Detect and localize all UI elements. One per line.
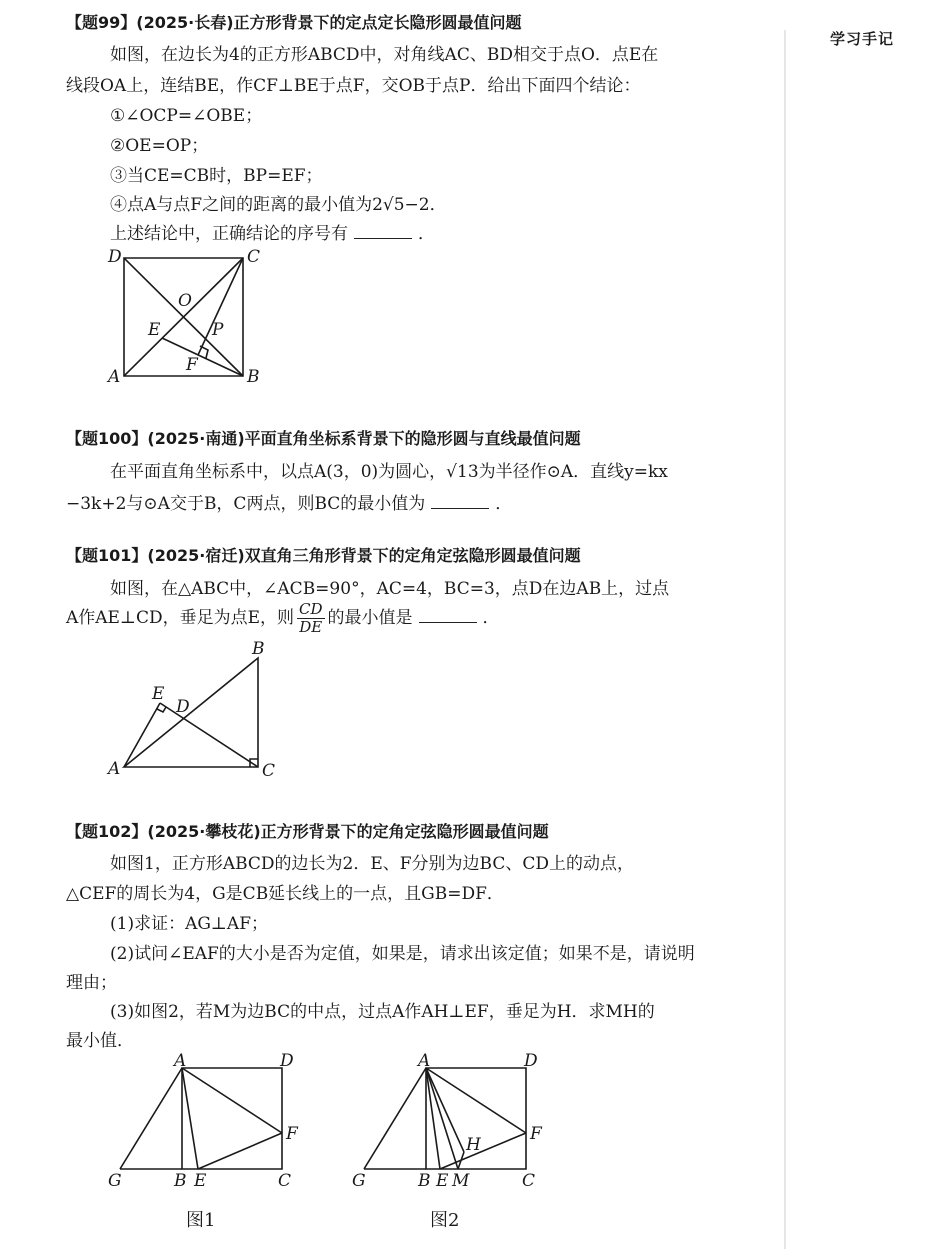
q99-label-a: A bbox=[108, 367, 121, 387]
q101-label-a: A bbox=[108, 759, 121, 779]
q102-part-2: (2)试问∠EAF的大小是否为定值，如果是，请求出该定值；如果不是，请说明 bbox=[110, 944, 695, 964]
fig2-segment-am bbox=[426, 1068, 458, 1169]
fig1-label-c: C bbox=[278, 1171, 292, 1191]
q101-line-1: 如图，在△ABC中，∠ACB=90°，AC=4，BC=3，点D在边AB上，过点 bbox=[110, 579, 670, 599]
fig1-caption: 图1 bbox=[186, 1210, 216, 1231]
fig1-segment-ae bbox=[182, 1068, 198, 1169]
q101-fraction-numerator: CD bbox=[299, 600, 323, 618]
q101-label-e: E bbox=[152, 684, 165, 704]
q99-label-e: E bbox=[148, 320, 161, 340]
fig1-label-f: F bbox=[286, 1124, 298, 1144]
q99-conclusion-4: ④点A与点F之间的距离的最小值为2√5−2． bbox=[110, 195, 447, 215]
q101-triangle-abc bbox=[124, 658, 258, 767]
fig2-segment-ag bbox=[364, 1068, 426, 1169]
fig2-label-h: H bbox=[466, 1135, 481, 1155]
q99-question-text: 上述结论中，正确结论的序号有 bbox=[110, 224, 348, 244]
q99-label-f: F bbox=[186, 355, 198, 375]
fig1-label-e: E bbox=[194, 1171, 207, 1191]
q99-label-o: O bbox=[178, 291, 192, 311]
q102-part-2-cont: 理由； bbox=[66, 973, 117, 993]
q99-conclusion-2: ②OE=OP； bbox=[110, 136, 209, 156]
q101-line-2-pre: A作AE⊥CD，垂足为点E，则 bbox=[66, 608, 294, 628]
fig2-label-g: G bbox=[352, 1171, 366, 1191]
q99-label-p: P bbox=[212, 320, 224, 340]
fig2-label-a: A bbox=[418, 1051, 431, 1071]
q99-line-2: 线段OA上，连结BE，作CF⊥BE于点F，交OB于点P．给出下面四个结论： bbox=[66, 76, 641, 96]
q102-line-2: △CEF的周长为4，G是CB延长线上的一点，且GB=DF． bbox=[66, 884, 504, 904]
q99-heading: 【题99】(2025·长春)正方形背景下的定点定长隐形圆最值问题 bbox=[66, 13, 522, 32]
q100-heading: 【题100】(2025·南通)平面直角坐标系背景下的隐形圆与直线最值问题 bbox=[66, 429, 581, 448]
q101-line-2 bbox=[66, 601, 500, 636]
q101-segment-ce bbox=[160, 703, 258, 767]
q99-label-b: B bbox=[247, 367, 260, 387]
q101-heading: 【题101】(2025·宿迁)双直角三角形背景下的定角定弦隐形圆最值问题 bbox=[66, 546, 581, 565]
fig2-label-e: E bbox=[436, 1171, 449, 1191]
fig1-label-b: B bbox=[174, 1171, 187, 1191]
q101-right-angle-e bbox=[157, 707, 166, 712]
q101-segment-ae bbox=[124, 703, 160, 767]
fig2-label-d: D bbox=[524, 1051, 538, 1071]
q100-line-1: 在平面直角坐标系中，以点A(3，0)为圆心，√13为半径作⊙A．直线y=kx bbox=[110, 462, 668, 482]
fig2-label-c: C bbox=[522, 1171, 536, 1191]
fig1-label-d: D bbox=[280, 1051, 294, 1071]
q101-line-2-end: ． bbox=[482, 608, 500, 628]
q101-answer-blank[interactable] bbox=[419, 610, 477, 623]
q101-line-2-post: 的最小值是 bbox=[327, 608, 413, 628]
side-note-title: 学习手记 bbox=[830, 30, 895, 48]
q99-line-1: 如图，在边长为4的正方形ABCD中，对角线AC、BD相交于点O．点E在 bbox=[110, 45, 659, 65]
q102-figure-1 bbox=[100, 1050, 320, 1240]
fig1-segment-ag bbox=[120, 1068, 182, 1169]
q101-fraction-denominator: DE bbox=[299, 618, 323, 636]
q99-label-d: D bbox=[108, 247, 122, 267]
q101-label-d: D bbox=[176, 697, 190, 717]
q99-conclusion-1: ①∠OCP=∠OBE； bbox=[110, 106, 263, 126]
q99-conclusion-3: ③当CE=CB时，BP=EF； bbox=[110, 166, 323, 186]
q101-figure bbox=[100, 640, 300, 785]
q101-label-b: B bbox=[252, 640, 265, 659]
q101-label-c: C bbox=[262, 761, 276, 781]
q100-line-2 bbox=[66, 489, 512, 514]
q99-segment-cf bbox=[198, 258, 243, 355]
fig1-label-a: A bbox=[174, 1051, 187, 1071]
fig1-segment-ef bbox=[198, 1133, 282, 1169]
q102-figure-2 bbox=[340, 1050, 570, 1240]
fig2-caption: 图2 bbox=[430, 1210, 460, 1231]
fig2-label-m: M bbox=[452, 1171, 470, 1191]
fig1-label-g: G bbox=[108, 1171, 122, 1191]
q99-answer-blank[interactable] bbox=[354, 226, 412, 239]
q102-heading: 【题102】(2025·攀枝花)正方形背景下的定角定弦隐形圆最值问题 bbox=[66, 822, 549, 841]
q100-answer-blank[interactable] bbox=[431, 496, 489, 509]
fig1-segment-af bbox=[182, 1068, 282, 1133]
q101-fraction bbox=[297, 601, 325, 636]
q100-line-2-end: ． bbox=[495, 494, 513, 514]
q102-part-3: (3)如图2，若M为边BC的中点，过点A作AH⊥EF，垂足为H．求MH的 bbox=[110, 1002, 655, 1022]
margin-divider bbox=[784, 30, 786, 1249]
q102-part-3-cont: 最小值． bbox=[66, 1031, 134, 1051]
q100-line-2-text: −3k+2与⊙A交于B，C两点，则BC的最小值为 bbox=[66, 494, 426, 514]
q99-label-c: C bbox=[247, 247, 261, 267]
fig2-label-f: F bbox=[530, 1124, 542, 1144]
q99-question-end: ． bbox=[418, 224, 435, 244]
q99-figure bbox=[100, 240, 290, 390]
q102-line-1: 如图1，正方形ABCD的边长为2．E、F分别为边BC、CD上的动点， bbox=[110, 854, 635, 874]
fig2-label-b: B bbox=[418, 1171, 431, 1191]
q102-part-1: (1)求证：AG⊥AF； bbox=[110, 914, 268, 934]
